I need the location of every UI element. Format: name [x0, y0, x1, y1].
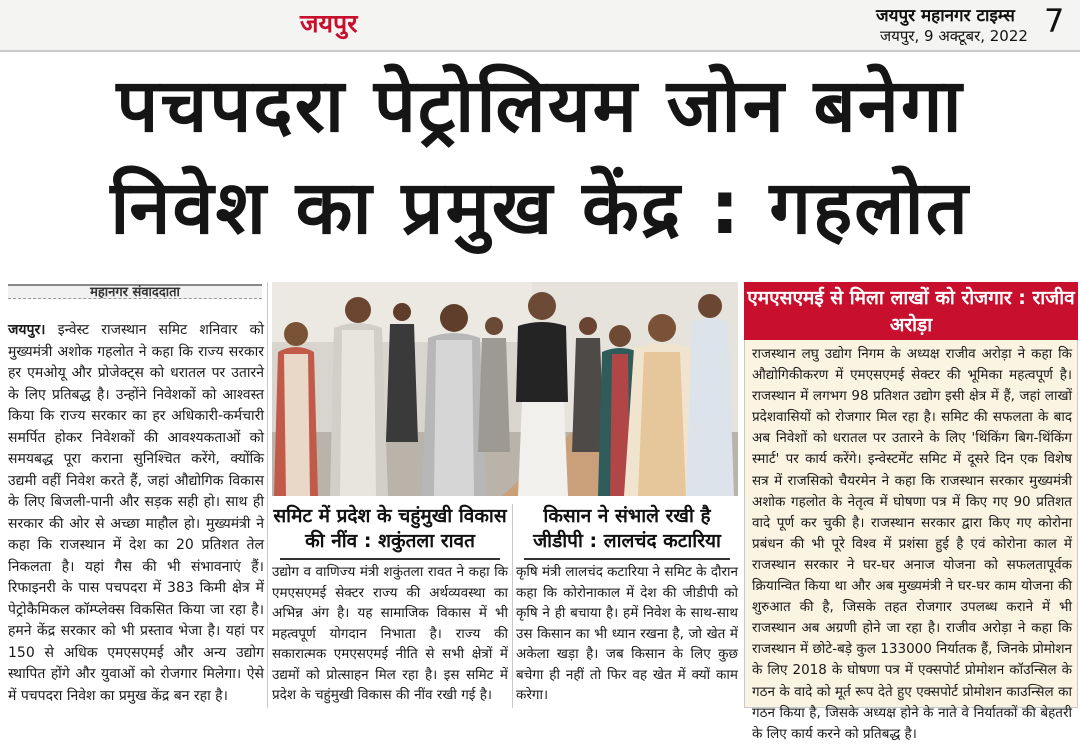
side-story-headline: एमएसएमई से मिला लाखों को रोजगार : राजीव अरोड़ा — [744, 282, 1078, 340]
page-number: 7 — [1044, 2, 1065, 40]
column-divider — [512, 504, 513, 708]
story3-body: कृषि मंत्री लालचंद कटारिया ने समिट के दौरान कहा कि कोरोनाकाल में देश की जीडीपी को कृषि ने ही बचाया है। हमें निवेश के साथ-साथ उस किसान का भी ध्यान रखना है, जो खेत में अकेला खड़ा है। जब किसान के लिए कुछ बचेगा ही नहीं तो फिर वह खेत में क्यों काम करेगा। — [516, 564, 738, 703]
main-headline-line2: निवेश का प्रमुख केंद्र : गहलोत — [110, 165, 970, 251]
newspaper-name: जयपुर महानगर टाइम्स — [876, 6, 1015, 26]
side-story-body: राजस्थान लघु उद्योग निगम के अध्यक्ष राजीव अरोड़ा ने कहा कि औद्योगिकीकरण में एमएसएमई सेक्टर की भूमिका महत्वपूर्ण है। राजस्थान में लगभग 98 प्रतिशत उद्योग इसी क्षेत्र में हैं, जहां लाखों प्रदेशवासियों को रोजगार मिल रहा है। समिट की सफलता के बाद अब निवेशों को धरातल पर उतारने के लिए 'थिंकिंग बिग-थिंकिंग स्मार्ट' पर कार्य करेंगे। इन्वेस्टमेंट समिट में दूसरे दिन एक विशेष सत्र में राजसिको चैयरमेन ने कहा कि राजस्थान सरकार मुख्यमंत्री अशोक गहलोत के नेतृत्व में घोषणा पत्र में किए गए 90 प्रतिशत वादे पूर्ण कर चुकी है। राजस्थान सरकार द्वारा किए गए कोरोना प्रबंधन की भी पूरे विश्व में प्रशंसा हुई है एवं कोरोना काल में राजस्थान सरकार ने घर-घर अनाज योजना को सफलतापूर्वक क्रियान्वित किया था और अब मुख्यमंत्री ने घर-घर काम योजना की शुरुआत की है, जिसके तहत रोजगार उपलब्ध कराने में भी राजस्थान अब अग्रणी होने जा रहा है। राजीव अरोड़ा ने कहा कि राजस्थान में छोटे-बड़े कुल 133000 निर्यातक हैं, जिनके प्रोमोशन के लिए 2018 के घोषणा पत्र में एक्सपोर्ट प्रोमोशन कॉउन्सिल के गठन के वादे को मूर्त रूप देते हुए एक्सपोर्ट प्रोमोशन काउन्सिल का गठन किया है, जिसके अध्यक्ष होने के नाते वे निर्यातकों की बेहतरी के लिए कार्य करने को प्रतिबद्ध है। — [752, 346, 1072, 742]
dateline: जयपुर। — [8, 322, 46, 338]
column-divider — [267, 282, 268, 708]
event-photo-illustration — [272, 282, 738, 496]
main-story-body — [8, 320, 264, 708]
event-photo — [272, 282, 738, 496]
story2-body: उद्योग व वाणिज्य मंत्री शकुंतला रावत ने कहा कि एमएसएमई सेक्टर राज्य की अर्थव्यवस्था का अभिन्न अंग है। यह सामाजिक विकास में भी महत्वपूर्ण योगदान निभाता है। राज्य की सकारात्मक एमएसएमई नीति से सभी क्षेत्रों में उद्यमों को प्रोत्साहन मिल रहा है। इस समिट में प्रदेश के चहुंमुखी विकास की नींव रखी गई है। — [272, 564, 508, 703]
issue-date: जयपुर, 9 अक्टूबर, 2022 — [880, 27, 1028, 45]
story3-headline: किसान ने संभाले रखी है जीडीपी : लालचंद कटारिया — [533, 505, 721, 552]
main-headline-line1: पचपदरा पेट्रोलियम जोन बनेगा — [116, 63, 964, 149]
main-story-text: इन्वेस्ट राजस्थान समिट शनिवार को मुख्यमंत्री अशोक गहलोत ने कहा कि राज्य सरकार हर एमओयू और प्रोजेक्ट्स को धरातल पर उतारने के लिए प्रतिबद्ध है। उन्होंने निवेशकों को आश्वस्त किया कि राज्य सरकार का हर अधिकारी-कर्मचारी समर्पित होकर निवेशकों की आवश्यकताओं को समयबद्ध पूरा कराना सुनिश्चित करेंगे, क्योंकि उद्यमी वहीं निवेश करते हैं, जहां औद्योगिक विकास के लिए बिजली-पानी और सड़क सही हो। साथ ही सरकार की ओर से अच्छा माहौल हो। मुख्यमंत्री ने कहा कि राजस्थान में देश का 20 प्रतिशत तेल निकलता है। यहां गैस की भी संभावनाएं हैं। रिफाइनरी के पास पचपदरा में 383 किमी क्षेत्र में पेट्रोकैमिकल कॉम्प्लेक्स विकसित किया जा रहा है। हमने केंद्र सरकार को भी प्रस्ताव भेजा है। यहां पर 150 से अधिक एमएसएमई और अन्य उद्योग स्थापित होंगे और युवाओं को रोजगार मिलेगा। ऐसे में पचपदरा निवेश का प्रमुख केंद्र बन रहा है। — [8, 322, 265, 704]
story3-headline-rule — [524, 558, 730, 560]
story2-headline-rule — [280, 558, 500, 560]
story2-headline: समिट में प्रदेश के चहुंमुखी विकास की नींव : शकुंतला रावत — [273, 505, 507, 552]
section-city-label: जयपुर — [300, 9, 358, 38]
byline: महानगर संवाददाता — [90, 285, 180, 300]
